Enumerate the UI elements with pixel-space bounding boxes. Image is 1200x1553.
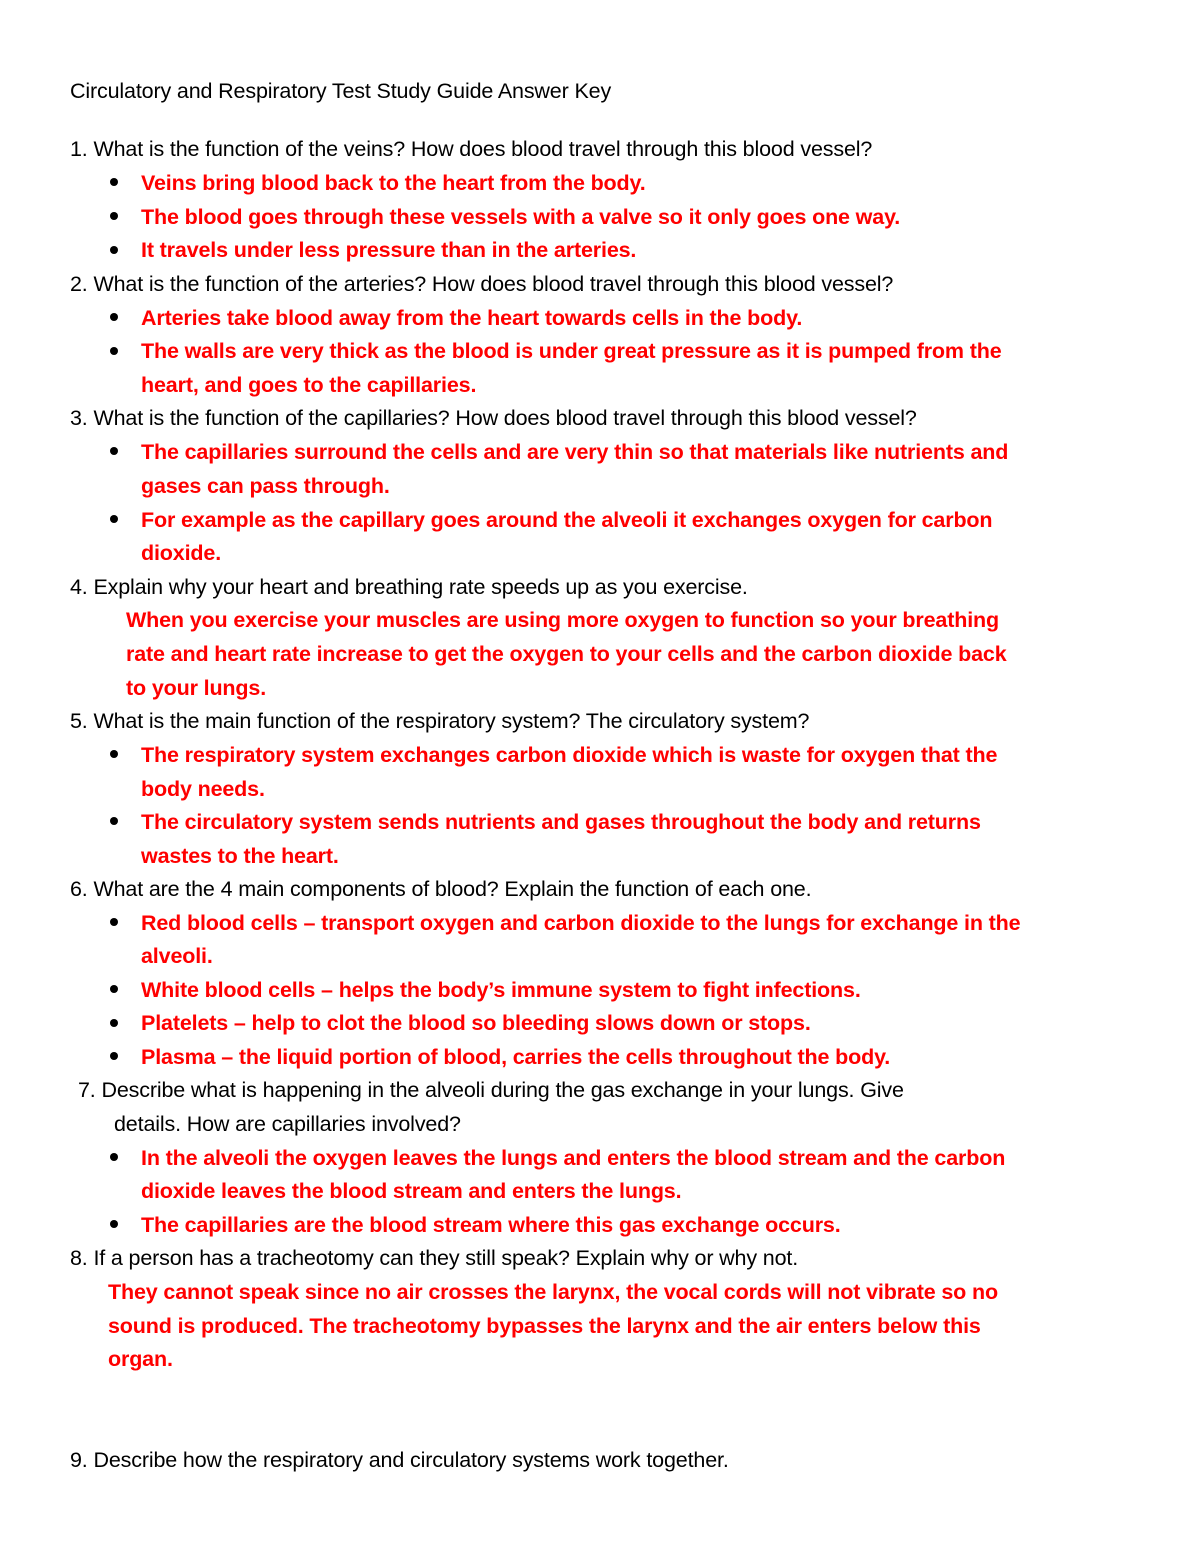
answer-6-2: White blood cells – helps the body’s immune system to fight infections. xyxy=(141,978,861,1002)
bullet-icon xyxy=(110,447,118,455)
answer-3-1-line-2: gases can pass through. xyxy=(141,474,390,498)
bullet-icon xyxy=(110,178,118,186)
answer-5-2-line-2: wastes to the heart. xyxy=(141,844,339,868)
question-4: 4. Explain why your heart and breathing rate speeds up as you exercise. xyxy=(70,575,748,599)
bullet-icon xyxy=(110,212,118,220)
answer-6-1-line-2: alveoli. xyxy=(141,944,213,968)
answer-7-1-line-1: In the alveoli the oxygen leaves the lungs and enters the blood stream and the carbon xyxy=(141,1146,1006,1170)
bullet-icon xyxy=(110,246,118,254)
answer-8-line-3: organ. xyxy=(108,1347,173,1371)
answer-6-3: Platelets – help to clot the blood so bleeding slows down or stops. xyxy=(141,1011,811,1035)
question-3: 3. What is the function of the capillaries? How does blood travel through this blood vessel? xyxy=(70,406,917,430)
answer-1-3: It travels under less pressure than in the arteries. xyxy=(141,238,637,262)
question-8: 8. If a person has a tracheotomy can they still speak? Explain why or why not. xyxy=(70,1246,799,1270)
answer-8-line-2: sound is produced. The tracheotomy bypasses the larynx and the air enters below this xyxy=(108,1314,981,1338)
bullet-icon xyxy=(110,515,118,523)
answer-1-1: Veins bring blood back to the heart from the body. xyxy=(141,171,646,195)
answer-2-2-line-2: heart, and goes to the capillaries. xyxy=(141,373,477,397)
question-5: 5. What is the main function of the respiratory system? The circulatory system? xyxy=(70,709,810,733)
answer-6-4: Plasma – the liquid portion of blood, carries the cells throughout the body. xyxy=(141,1045,891,1069)
answer-7-1-line-2: dioxide leaves the blood stream and enters the lungs. xyxy=(141,1179,682,1203)
bullet-icon xyxy=(110,347,118,355)
answer-7-2: The capillaries are the blood stream where this gas exchange occurs. xyxy=(141,1213,841,1237)
bullet-icon xyxy=(110,1052,118,1060)
bullet-icon xyxy=(110,817,118,825)
answer-6-1-line-1: Red blood cells – transport oxygen and carbon dioxide to the lungs for exchange in the xyxy=(141,911,1021,935)
answer-3-2-line-2: dioxide. xyxy=(141,541,222,565)
document-title: Circulatory and Respiratory Test Study Guide Answer Key xyxy=(70,79,612,103)
answer-4-line-3: to your lungs. xyxy=(126,676,267,700)
answer-3-1-line-1: The capillaries surround the cells and are very thin so that materials like nutrients and xyxy=(141,440,1009,464)
answer-5-1-line-1: The respiratory system exchanges carbon dioxide which is waste for oxygen that the xyxy=(141,743,998,767)
answer-3-2-line-1: For example as the capillary goes around the alveoli it exchanges oxygen for carbon xyxy=(141,508,993,532)
answer-2-2-line-1: The walls are very thick as the blood is under great pressure as it is pumped from the xyxy=(141,339,1002,363)
question-7-line-1: 7. Describe what is happening in the alveoli during the gas exchange in your lungs. Give xyxy=(78,1078,904,1102)
question-1: 1. What is the function of the veins? How does blood travel through this blood vessel? xyxy=(70,137,873,161)
answer-4-line-1: When you exercise your muscles are using more oxygen to function so your breathing xyxy=(126,608,999,632)
question-2: 2. What is the function of the arteries? How does blood travel through this blood vessel? xyxy=(70,272,894,296)
bullet-icon xyxy=(110,1019,118,1027)
bullet-icon xyxy=(110,313,118,321)
question-6: 6. What are the 4 main components of blood? Explain the function of each one. xyxy=(70,877,812,901)
question-7-line-2: details. How are capillaries involved? xyxy=(114,1112,461,1136)
answer-4-line-2: rate and heart rate increase to get the oxygen to your cells and the carbon dioxide back xyxy=(126,642,1007,666)
answer-1-2: The blood goes through these vessels with a valve so it only goes one way. xyxy=(141,205,901,229)
bullet-icon xyxy=(110,1153,118,1161)
answer-2-1: Arteries take blood away from the heart towards cells in the body. xyxy=(141,306,803,330)
bullet-icon xyxy=(110,750,118,758)
bullet-icon xyxy=(110,985,118,993)
bullet-icon xyxy=(110,1220,118,1228)
question-9: 9. Describe how the respiratory and circulatory systems work together. xyxy=(70,1448,729,1472)
answer-5-2-line-1: The circulatory system sends nutrients and gases throughout the body and returns xyxy=(141,810,981,834)
answer-5-1-line-2: body needs. xyxy=(141,777,265,801)
answer-8-line-1: They cannot speak since no air crosses the larynx, the vocal cords will not vibrate so no xyxy=(108,1280,998,1304)
bullet-icon xyxy=(110,918,118,926)
